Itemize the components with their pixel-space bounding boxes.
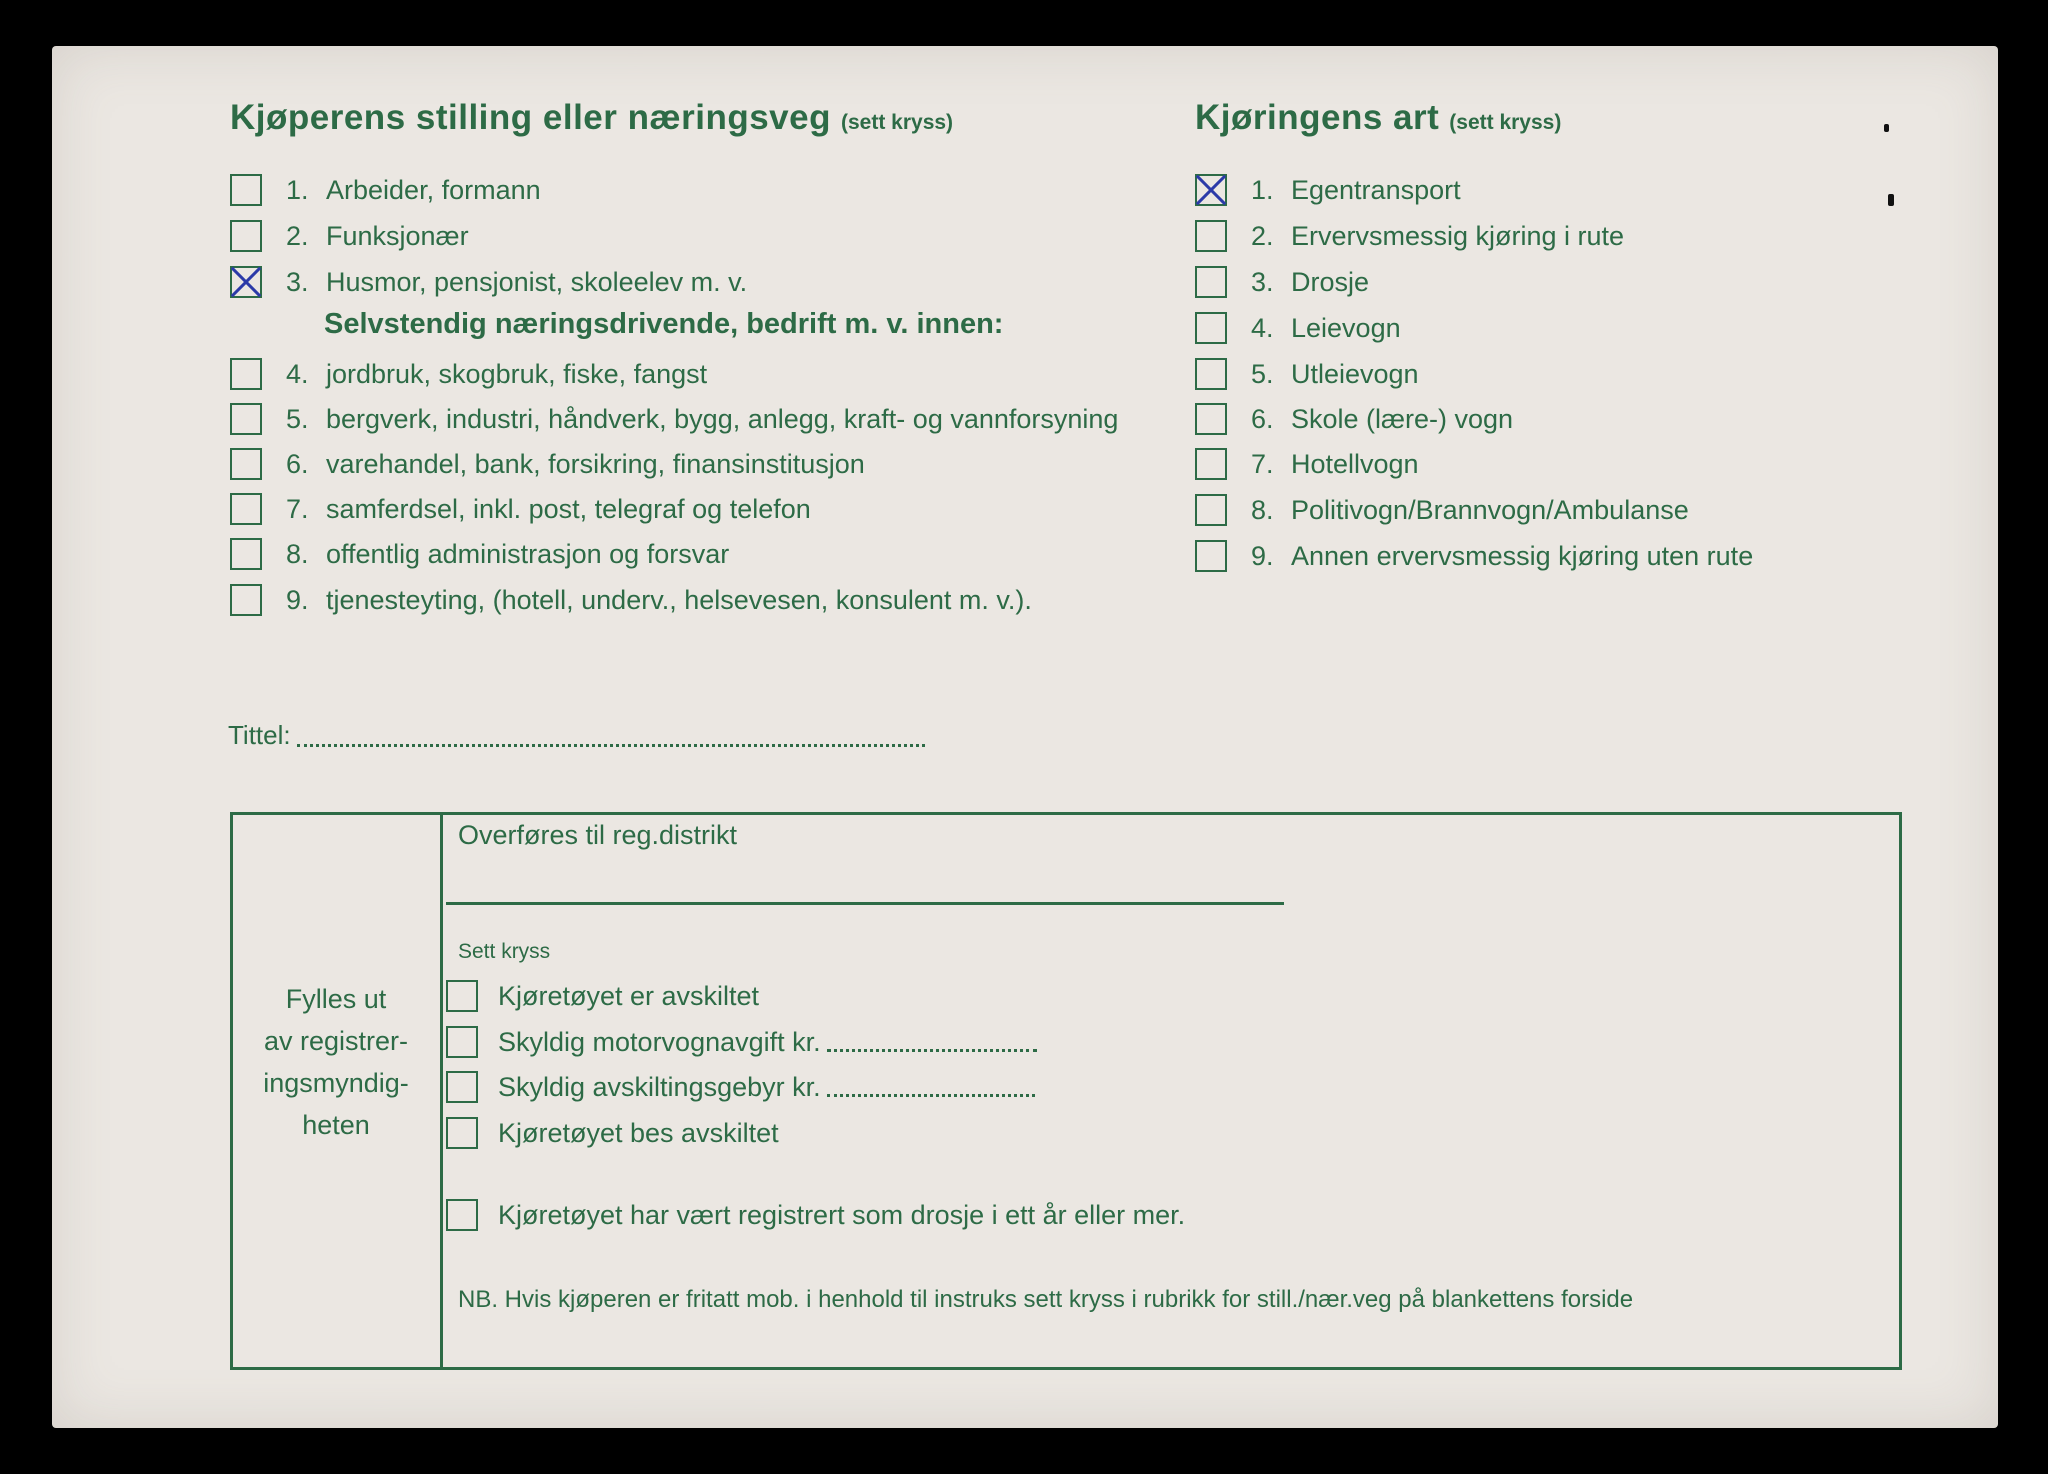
checkbox[interactable] <box>1195 174 1227 206</box>
checkbox[interactable] <box>230 448 262 480</box>
left-item-2[interactable]: 2. Funksjonær <box>230 216 469 256</box>
left-item-6[interactable]: 6. varehandel, bank, forsikring, finansinstitusjon <box>230 444 865 484</box>
checkbox[interactable] <box>446 1199 478 1231</box>
tittel-label: Tittel: <box>228 720 291 750</box>
right-item-4[interactable]: 4. Leievogn <box>1195 308 1401 348</box>
checkbox[interactable] <box>230 220 262 252</box>
side-line-1: Fylles ut <box>285 984 387 1014</box>
checkbox[interactable] <box>1195 358 1227 390</box>
left-item-8[interactable]: 8. offentlig administrasjon og forsvar <box>230 534 729 574</box>
right-item-1[interactable]: 1. Egentransport <box>1195 170 1461 210</box>
left-item-9[interactable]: 9. tjenesteyting, (hotell, underv., helsevesen, konsulent m. v.). <box>230 580 1032 620</box>
side-line-4: heten <box>302 1110 370 1140</box>
left-heading: Kjøperens stilling eller næringsveg (sett kryss) <box>230 98 954 137</box>
registry-side-label <box>238 978 434 1146</box>
checkbox[interactable] <box>1195 494 1227 526</box>
checkbox[interactable] <box>230 403 262 435</box>
registry-divider <box>440 815 443 1367</box>
right-item-5[interactable]: 5. Utleievogn <box>1195 354 1419 394</box>
motorvognavgift-input[interactable] <box>827 1045 1037 1052</box>
right-item-6[interactable]: 6. Skole (lære-) vogn <box>1195 399 1513 439</box>
side-line-2: av registrer- <box>263 1026 409 1056</box>
left-item-1[interactable]: 1. Arbeider, formann <box>230 170 541 210</box>
transfer-input-line[interactable] <box>446 902 1284 905</box>
checkbox[interactable] <box>230 493 262 525</box>
nb-note: NB. Hvis kjøperen er fritatt mob. i henhold til instruks sett kryss i rubrikk for still./nær.veg på blankettens forside <box>458 1286 1634 1313</box>
reg-check-2[interactable]: Skyldig motorvognavgift kr. <box>446 1022 1037 1062</box>
ink-mark <box>1884 124 1889 132</box>
left-item-4[interactable]: 4. jordbruk, skogbruk, fiske, fangst <box>230 354 707 394</box>
checkbox[interactable] <box>230 584 262 616</box>
checkbox[interactable] <box>1195 448 1227 480</box>
checkbox[interactable] <box>230 538 262 570</box>
checkbox[interactable] <box>1195 266 1227 298</box>
reg-check-drosje[interactable]: Kjøretøyet har vært registrert som drosje i ett år eller mer. <box>446 1195 1185 1235</box>
checkbox[interactable] <box>1195 540 1227 572</box>
right-item-7[interactable]: 7. Hotellvogn <box>1195 444 1419 484</box>
left-subheading: Selvstendig næringsdrivende, bedrift m. v. innen: <box>324 308 1004 340</box>
tittel-input-line[interactable] <box>297 740 925 747</box>
left-item-7[interactable]: 7. samferdsel, inkl. post, telegraf og telefon <box>230 489 811 529</box>
checkbox[interactable] <box>446 1026 478 1058</box>
right-item-9[interactable]: 9. Annen ervervsmessig kjøring uten rute <box>1195 536 1753 576</box>
right-item-3[interactable]: 3. Drosje <box>1195 262 1369 302</box>
left-item-3[interactable]: 3. Husmor, pensjonist, skoleelev m. v. <box>230 262 747 302</box>
reg-check-1[interactable]: Kjøretøyet er avskiltet <box>446 976 759 1016</box>
reg-check-4[interactable]: Kjøretøyet bes avskiltet <box>446 1113 779 1153</box>
checkbox[interactable] <box>230 266 262 298</box>
sett-kryss-label: Sett kryss <box>458 940 551 963</box>
tittel-field[interactable] <box>228 720 925 751</box>
right-heading: Kjøringens art (sett kryss) <box>1195 98 1562 137</box>
reg-check-3[interactable]: Skyldig avskiltingsgebyr kr. <box>446 1067 1035 1107</box>
side-line-3: ingsmyndig- <box>263 1068 409 1098</box>
ink-mark <box>1888 194 1894 206</box>
checkbox[interactable] <box>1195 220 1227 252</box>
checkbox[interactable] <box>230 174 262 206</box>
checkbox[interactable] <box>446 1071 478 1103</box>
left-item-5[interactable]: 5. bergverk, industri, håndverk, bygg, anlegg, kraft- og vannforsyning <box>230 399 1118 439</box>
checkbox[interactable] <box>446 980 478 1012</box>
right-item-8[interactable]: 8. Politivogn/Brannvogn/Ambulanse <box>1195 490 1689 530</box>
checkbox[interactable] <box>1195 312 1227 344</box>
transfer-label: Overføres til reg.distrikt <box>458 820 738 850</box>
right-item-2[interactable]: 2. Ervervsmessig kjøring i rute <box>1195 216 1624 256</box>
checkbox[interactable] <box>230 358 262 390</box>
checkbox[interactable] <box>446 1117 478 1149</box>
checkbox[interactable] <box>1195 403 1227 435</box>
avskiltingsgebyr-input[interactable] <box>827 1090 1035 1097</box>
